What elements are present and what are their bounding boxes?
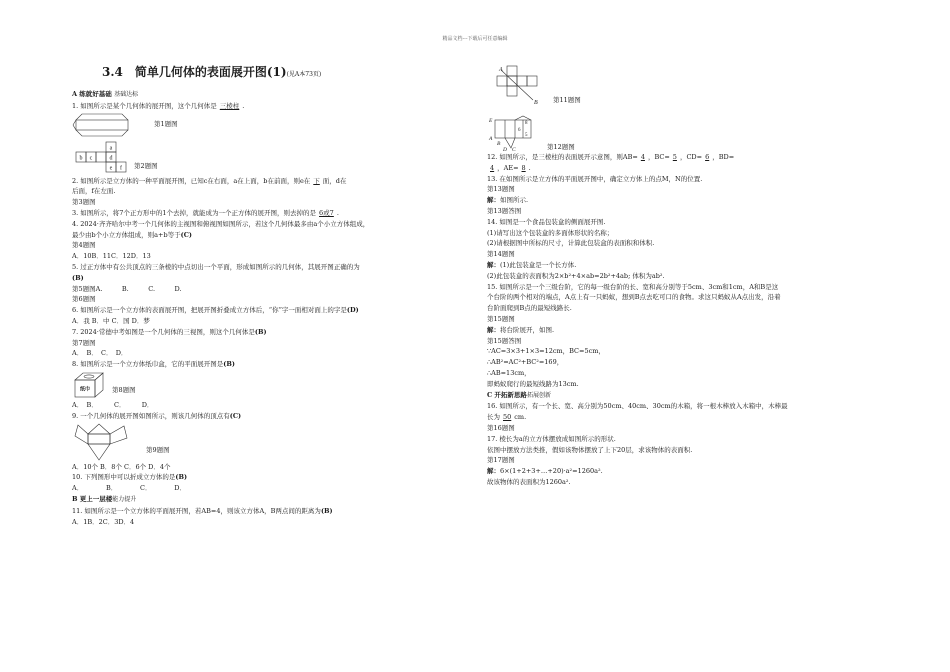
q12-label-a: A — [489, 136, 493, 142]
q9-text: 9. 一个几何体的展开图如图所示，则该几何体的顶点有 — [72, 411, 230, 420]
q13-text: 13. 在如图所示是立方体的平面展开图中，确定立方体上的点M，N的位置. — [487, 174, 703, 183]
q15-text-line2: 个台阶的两个相对的端点，A点上有一只蚂蚁，想到B点去吃可口的食物。求这只蚂蚁从A点出发，沿着 — [487, 293, 781, 302]
q14-figure-caption: 第14题图 — [487, 250, 515, 259]
q15-solution-label: 解： — [487, 325, 500, 334]
q4-text-line1: 4. 2024·齐齐哈尔中考一个几何体的主视图和俯视图如图所示，若这个几何体最多由a个小立方体组成， — [72, 219, 370, 228]
q14-solution-1 — [487, 260, 887, 271]
page-header: 精品文档---下载后可任意编辑 — [442, 36, 508, 42]
q17-solution-label: 解： — [487, 467, 500, 476]
title-note: (见A本73页) — [286, 71, 322, 78]
q7-figure-caption: 第7题图 — [72, 338, 96, 347]
q9-figure-caption: 第9题图 — [146, 446, 170, 455]
q11-text: 11. 如图所示是一个立方体的平面展开图，若AB=4，则该立方体A，B两点间的距离为 — [72, 506, 321, 515]
q4-options: A．10B．11C．12D．13 — [72, 252, 151, 261]
question-7 — [72, 327, 464, 338]
q16-answer: 50 — [503, 413, 512, 422]
q15-figure-caption: 第15题图 — [487, 314, 515, 323]
q11-figure-row — [487, 64, 887, 106]
q14-text: 14. 如图是一个食品包装盒的侧面展开图. — [487, 217, 606, 226]
q3-answer: 6或7 — [319, 208, 334, 217]
q17-solution-text-1: 6×(1+2+3+…+20)·a²=1260a². — [500, 467, 603, 476]
section-a-heading — [72, 89, 464, 101]
q4-answer: (C) — [180, 230, 192, 239]
q5-text: 5. 过正方体中有公共顶点的三条棱的中点切出一个平面，形成如图所示的几何体，其展开图正确的为 — [72, 262, 360, 271]
q15-step-1: ∵AC=3×3+1×3=12cm，BC=5cm， — [487, 347, 605, 356]
q2-answer: 下 — [313, 176, 320, 185]
q9-figure-row — [72, 422, 464, 462]
q3-figure-caption: 第3题图 — [72, 198, 96, 207]
q12-text-a: 12. 如图所示，是三棱柱的表面展开示意图，则AB= — [487, 153, 638, 161]
q1-text: 1. 如图所示是某个几何体的展开图，这个几何体是 — [72, 101, 217, 110]
q2-label-e: e — [109, 165, 113, 172]
q13-solution-text: 如图所示. — [500, 196, 529, 205]
question-12 — [487, 152, 887, 163]
q11-label-a: A — [499, 67, 503, 73]
section-c-heading — [487, 390, 887, 402]
q17-text-line1: 17. 棱长为a的立方体摆放成如图所示的形状. — [487, 434, 616, 443]
q6-answer: (D) — [346, 306, 359, 315]
q12-answer-bc: 5 — [672, 153, 677, 161]
q2-figure-row — [72, 140, 464, 176]
q6-options: A．我 B．中 C．国 D．梦 — [72, 316, 150, 325]
question-11 — [72, 506, 464, 517]
q2-text-a: 2. 如图所示是立方体的一种平面展开图，已知c在右面，a在上面，b在前面，则e在 — [72, 176, 311, 185]
q9-options: A．10个 B．8个 C．6个 D．4个 — [72, 462, 171, 471]
q10-answer: (B) — [175, 473, 188, 482]
q9-tetra-prism-net-figure — [72, 422, 132, 462]
q14-part2: (2)请根据图中所标的尺寸，计算此包装盒的表面积和体积. — [487, 239, 655, 248]
q14-solution-text-2: (2)此包装盒的表面积为2×b²+4×ab=2b²+4ab; 体积为ab². — [487, 271, 665, 280]
q6-figure-caption: 第6题图 — [72, 295, 96, 304]
q15-step-2: ∴AB²=AC²+BC²=169， — [487, 358, 564, 367]
q12-text-e: ，AE= — [497, 163, 519, 172]
q8-box-label: 纸巾 — [79, 386, 91, 393]
q4-figure-caption: 第4题图 — [72, 241, 96, 250]
q1-figure-row — [72, 112, 464, 138]
q12-figure-caption: 第12题图 — [547, 142, 575, 151]
q16-text-b: cm. — [514, 413, 527, 422]
q11-label-b: B — [534, 100, 538, 106]
q12-label-b: B — [497, 141, 501, 147]
question-6 — [72, 305, 464, 316]
q11-figure-caption: 第11题图 — [553, 95, 581, 104]
q12-label-e: E — [489, 118, 493, 124]
q12-label-8: 8 — [525, 121, 528, 126]
q2-label-d: d — [109, 155, 113, 162]
q11-options: A．1B．2C．3D．4 — [72, 517, 135, 526]
q15-text-line1: 15. 如图所示是一个三级台阶，它的每一级台阶的长、宽和高分别等于5cm、3cm和1cm，A和B是这 — [487, 282, 779, 291]
question-2 — [72, 176, 464, 187]
q12-text-d: ，BD= — [712, 153, 735, 161]
q15-solution-text: 将台阶展开，如图. — [500, 325, 555, 334]
q7-answer: (B) — [254, 327, 267, 336]
question-10 — [72, 472, 464, 483]
q1-figure-caption: 第1题图 — [154, 120, 178, 129]
q8-figure-caption: 第8题图 — [112, 385, 136, 394]
q11-answer: (B) — [320, 506, 333, 515]
q7-text: 7. 2024·常德中考如图是一个几何体的三视图，则这个几何体是 — [72, 327, 255, 336]
q3-end: . — [336, 208, 339, 217]
q13-solution — [487, 195, 887, 206]
question-16-line2 — [487, 412, 887, 423]
q13-answer-figure-caption: 第13题答图 — [487, 206, 522, 215]
section-c-sub: 拓展创新 — [526, 391, 551, 399]
section-b-sub: 能力提升 — [112, 495, 137, 503]
q2-label-f: f — [120, 165, 122, 172]
q10-text: 10. 下列图形中可以折成立方体的是 — [72, 473, 176, 482]
left-column — [72, 64, 464, 527]
q13-figure-caption: 第13题图 — [487, 185, 515, 194]
q2-label-c: c — [89, 155, 93, 162]
q15-solution — [487, 325, 887, 336]
title-text: 3.4 简单几何体的表面展开图(1) — [102, 65, 287, 79]
q12-prism-net-figure — [487, 114, 539, 152]
question-12-line2 — [487, 163, 887, 174]
q12-answer-ae: 8 — [521, 163, 526, 172]
q17-text-line2: 依图中摆放方法类推，假如该物体摆放了上下20层，求该物体的表面积. — [487, 445, 693, 454]
q2-label-a: a — [109, 145, 113, 152]
q9-answer: (C) — [229, 411, 242, 420]
q12-label-6: 6 — [518, 128, 521, 133]
q12-answer-ab: 4 — [640, 153, 645, 161]
q4-text-line2: 最少由b个小立方体组成，则a+b等于 — [72, 230, 181, 239]
question-8 — [72, 359, 464, 370]
q5-figure-caption: 第5题图A. B. C. D. — [72, 284, 182, 293]
q14-solution-text-1: (1)此包装盒是一个长方体. — [500, 260, 577, 269]
q12-answer-bd: 4 — [490, 163, 495, 172]
q13-solution-label: 解： — [487, 196, 500, 205]
q12-figure-row — [487, 114, 887, 152]
section-b-label: B 更上一层楼 — [72, 494, 113, 503]
q8-answer: (B) — [223, 360, 235, 369]
question-9 — [72, 411, 464, 422]
q2-text-line2: 后面，f在左面. — [72, 187, 116, 196]
q1-answer: 三棱柱 — [219, 101, 240, 110]
section-a-sub: 基础达标 — [114, 91, 139, 98]
q7-options: A． B． C． D． — [72, 349, 128, 358]
q11-cube-net-figure — [487, 64, 543, 106]
section-b-heading — [72, 494, 464, 506]
q17-solution — [487, 466, 887, 477]
q15-step-4: 即蚂蚁爬行的最短线路为13cm. — [487, 379, 579, 388]
q14-part1: (1)请写出这个包装盒的多面体形状的名称； — [487, 228, 614, 237]
q1-end: . — [242, 101, 245, 110]
q12-answer-cd: 6 — [705, 153, 710, 161]
q16-text-line1: 16. 如图所示，有一个长、宽、高分别为50cm、40cm、30cm的木箱，将一根木棒放入木箱中，木棒最 — [487, 402, 788, 411]
q15-answer-figure-caption: 第15题答图 — [487, 336, 522, 345]
q12-label-5: 5 — [525, 133, 528, 138]
question-4 — [72, 230, 464, 241]
q14-solution-label: 解： — [487, 260, 500, 269]
question-3 — [72, 208, 464, 219]
question-1 — [72, 101, 464, 112]
q2-cube-net-figure — [72, 141, 134, 175]
q12-label-c: C — [512, 147, 516, 152]
q6-text: 6. 如图所示是一个立方体的表面展开图，把展开图折叠成立方体后，“你”字一面相对面上的字是 — [72, 306, 347, 315]
q8-tissue-box-figure — [72, 371, 106, 399]
right-column — [487, 64, 887, 488]
q17-solution-text-2: 故该物体的表面积为1260a². — [487, 477, 571, 486]
q5-answer: (B) — [72, 273, 84, 282]
q8-options: A． B． C． D． — [72, 400, 154, 409]
q15-step-3: ∴AB=13cm， — [487, 368, 531, 377]
q8-figure-row — [72, 370, 464, 400]
section-c-label: C 开拓新思路 — [487, 390, 527, 399]
q2-label-b: b — [79, 155, 83, 162]
q12-text-b: ，BC= — [647, 153, 670, 161]
q8-text: 8. 如图所示是一个立方体纸巾盒，它的平面展开图是 — [72, 360, 224, 369]
q1-prism-net-figure — [72, 113, 132, 137]
lesson-title — [102, 64, 464, 83]
q12-end: . — [528, 163, 531, 172]
q16-text-a: 长为 — [487, 413, 500, 422]
q17-figure-caption: 第17题图 — [487, 456, 515, 465]
q2-text-b: 面，d在 — [322, 176, 347, 185]
q12-text-c: ，CD= — [679, 153, 703, 161]
section-a-label: A 练就好基础 — [72, 90, 112, 98]
q2-figure-caption: 第2题图 — [134, 162, 158, 171]
q16-figure-caption: 第16题图 — [487, 423, 515, 432]
q12-label-d: D — [503, 147, 507, 152]
q15-text-line3: 台阶面爬到B点的最短线路长. — [487, 304, 572, 313]
q10-options: A． B． C． D． — [72, 484, 186, 493]
q3-text: 3. 如图所示，将7个正方形中的1个去掉，就能成为一个正方体的展开图，则去掉的是 — [72, 208, 317, 217]
